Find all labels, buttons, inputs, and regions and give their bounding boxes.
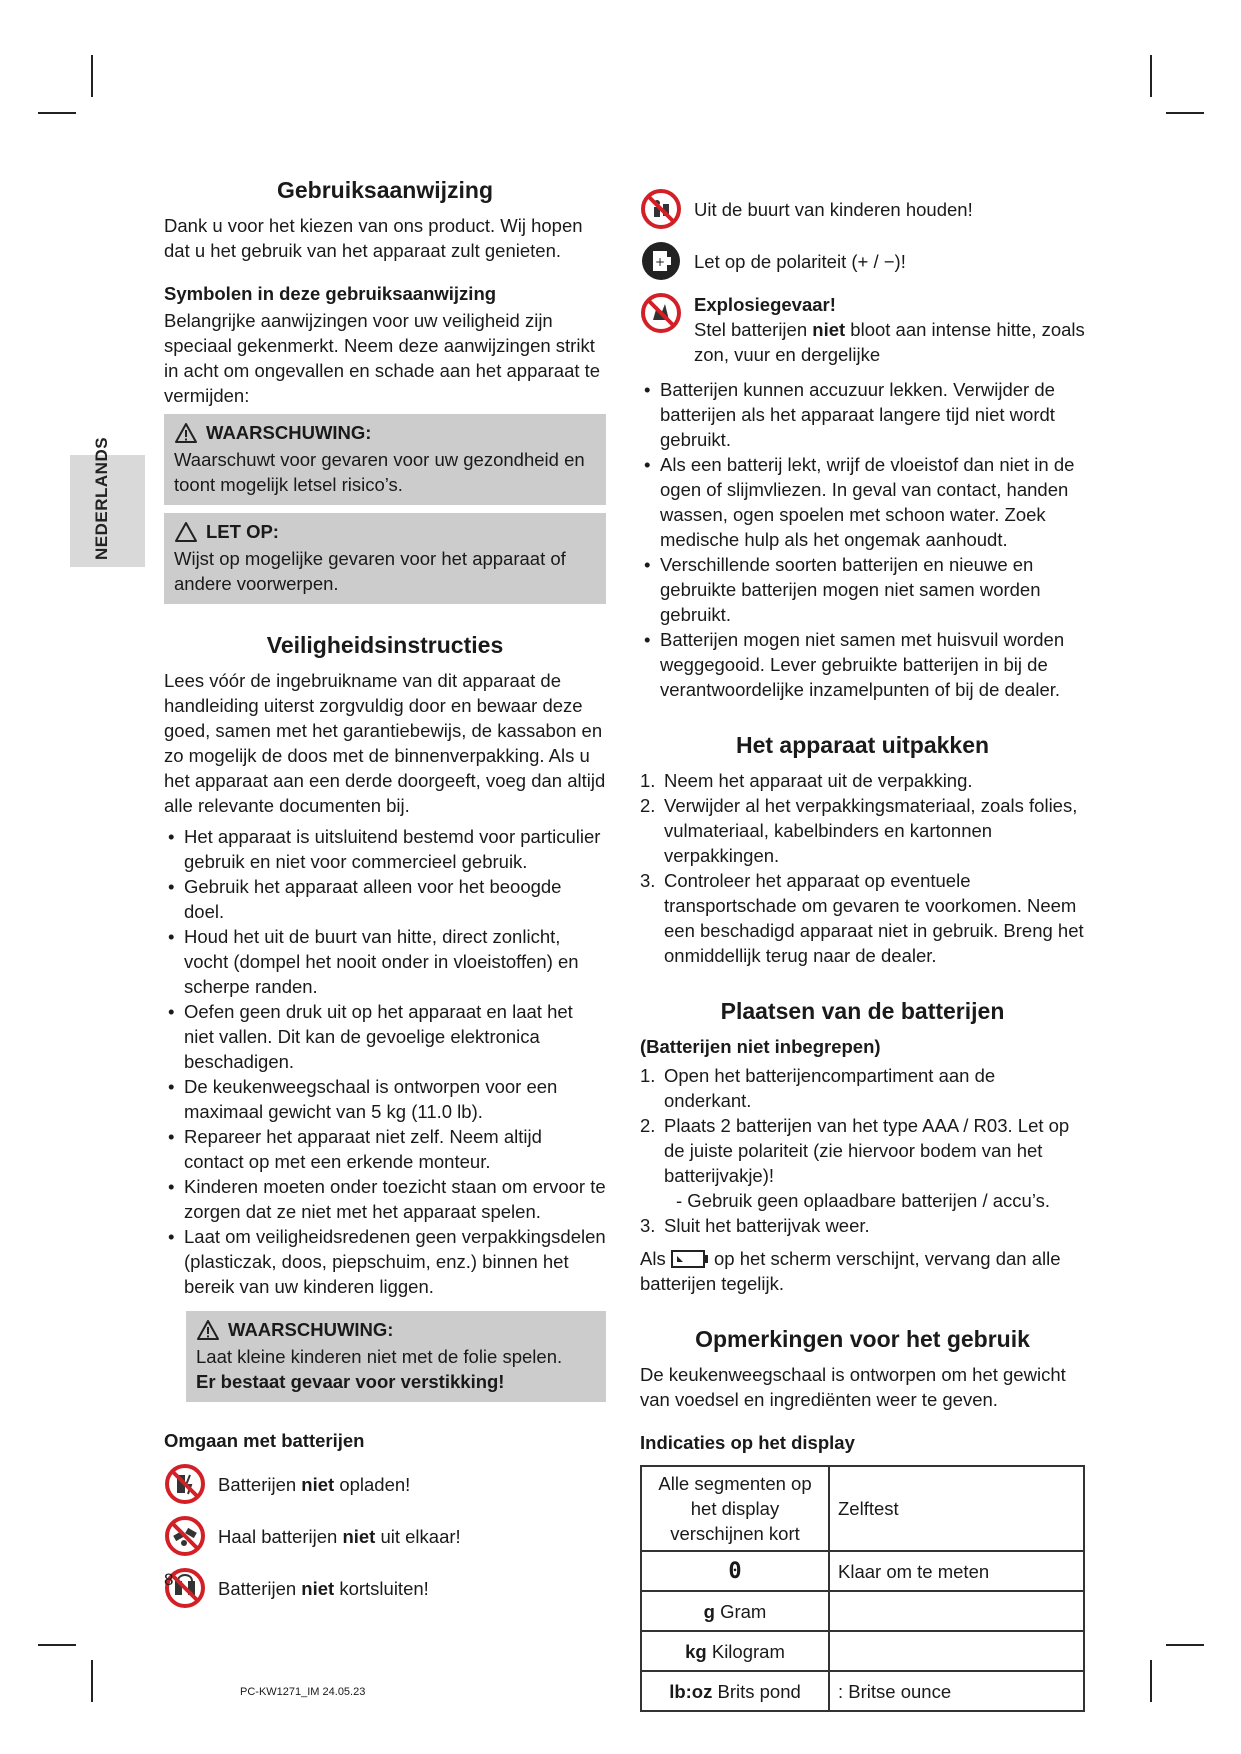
- list-text: Sluit het batterijvak weer.: [664, 1215, 870, 1236]
- explosion-symbol: [640, 292, 1085, 367]
- crop-mark: [91, 55, 93, 97]
- symbol-text-pre: Batterijen: [218, 1577, 302, 1599]
- symbol-text-post: uit elkaar!: [375, 1525, 461, 1547]
- list-item: • Repareer het apparaat niet zelf. Neem altijd contact op met een erkende monteur.: [164, 1124, 606, 1174]
- language-side-tab: [70, 436, 145, 567]
- polarity-icon: [640, 240, 682, 282]
- keep-from-children-icon: [640, 188, 682, 230]
- unpack-title: Het apparaat uitpakken: [735, 732, 990, 758]
- list-item: • Gebruik het apparaat alleen voor het beoogde doel.: [164, 874, 606, 924]
- list-item: [640, 793, 1085, 868]
- symbol-text: Uit de buurt van kinderen houden!: [694, 198, 973, 220]
- left-column: [164, 175, 606, 1619]
- polarity-symbol: [640, 240, 1085, 282]
- no-charging-icon: [164, 1463, 206, 1505]
- unit-name: Kilogram: [706, 1640, 785, 1662]
- list-item: • De keukenweegschaal is ontworpen voor een maximaal gewicht van 5 kg (11.0 lb).: [164, 1074, 606, 1124]
- symbols-heading: Symbolen in deze gebruiksaanwijzing: [164, 283, 497, 304]
- low-battery-icon: [671, 1250, 709, 1268]
- unit-symbol: lb:oz: [669, 1680, 713, 1702]
- crop-mark: [91, 1660, 93, 1702]
- table-row: [641, 1631, 1084, 1671]
- list-item: [640, 868, 1085, 968]
- no-short-circuit-symbol: [164, 1567, 606, 1609]
- safety-intro: Lees vóór de ingebruikname van dit apparaat de handleiding uiterst zorgvuldig door en bewaar deze goed, samen met het garantiebewijs, de kassabon en zo mogelijk de doos met de binnenverpakking. Als u het apparaat aan een derde doorgeeft, voeg dan altijd alle relevante documenten bij.: [164, 670, 606, 816]
- list-number: 3.: [640, 1215, 656, 1236]
- list-item: • Verschillende soorten batterijen en nieuwe en gebruikte batterijen mogen niet samen worden gebruikt.: [640, 552, 1085, 627]
- safety-list: [164, 824, 606, 1299]
- list-text: Open het batterijencompartiment aan de onderkant.: [664, 1065, 996, 1111]
- warning-triangle-icon: [196, 1319, 220, 1341]
- warning-triangle-icon: [174, 422, 198, 444]
- no-disassemble-symbol: [164, 1515, 606, 1557]
- page-number: 8: [164, 1570, 174, 1589]
- list-item: • Batterijen kunnen accuzuur lekken. Verwijder de batterijen als het apparaat langere tijd niet wordt gebruikt.: [640, 377, 1085, 452]
- caution-title: LET OP:: [206, 521, 279, 542]
- table-cell: Alle segmenten op het display verschijnen kort: [641, 1466, 829, 1551]
- battery-place-title: Plaatsen van de batterijen: [720, 998, 1005, 1024]
- list-number: 2.: [640, 795, 656, 816]
- explosion-title: Explosiegevaar!: [694, 294, 836, 315]
- list-number: 2.: [640, 1115, 656, 1136]
- display-heading: Indicaties op het display: [640, 1432, 855, 1453]
- list-text: Verwijder al het verpakkingsmateriaal, zoals folies, vulmateriaal, kabelbinders en kartonnen verpakkingen.: [664, 795, 1078, 866]
- table-cell: [641, 1631, 829, 1671]
- battery-low-text: [640, 1246, 1085, 1296]
- symbol-text-post: bloot aan intense hitte, zoals zon, vuur en dergelijke: [694, 319, 1085, 365]
- warning-text: Laat kleine kinderen niet met de folie spelen.: [196, 1346, 563, 1367]
- warning-text: Waarschuwt voor gevaren voor uw gezondheid en toont mogelijk letsel risico’s.: [174, 449, 585, 495]
- crop-mark: [1166, 1644, 1204, 1646]
- suffocation-warning-box: [186, 1311, 606, 1402]
- table-row: [641, 1466, 1084, 1551]
- display-indications-table: [640, 1465, 1085, 1712]
- symbol-text-post: opladen!: [334, 1473, 411, 1495]
- symbol-text-bold: niet: [342, 1525, 376, 1547]
- symbol-text-bold: niet: [301, 1577, 335, 1599]
- list-number: 1.: [640, 770, 656, 791]
- battery-place-list: [640, 1063, 1085, 1238]
- battery-place-subtitle: (Batterijen niet inbegrepen): [640, 1036, 881, 1057]
- warning-title: WAARSCHUWING:: [228, 1319, 394, 1340]
- table-row: [641, 1551, 1084, 1591]
- caution-box: [164, 513, 606, 604]
- list-item: [640, 1188, 1085, 1213]
- table-cell: [641, 1591, 829, 1631]
- table-cell: [641, 1671, 829, 1711]
- language-label: NEDERLANDS: [92, 436, 111, 560]
- svg-text:+: +: [655, 255, 666, 269]
- symbol-text-bold: niet: [812, 319, 846, 340]
- footer-code: PC-KW1271_IM 24.05.23: [240, 1686, 366, 1698]
- unit-symbol: g: [703, 1600, 715, 1622]
- unpack-list: [640, 768, 1085, 968]
- list-item: • Laat om veiligheidsredenen geen verpakkingsdelen (plasticzak, doos, piepschuim, enz.) binnen het bereik van uw kinderen liggen.: [164, 1224, 606, 1299]
- warning-box: [164, 414, 606, 505]
- symbol-text-post: kortsluiten!: [334, 1577, 429, 1599]
- battery-safety-list: [640, 377, 1085, 702]
- crop-mark: [1150, 1660, 1152, 1702]
- warning-bold-text: Er bestaat gevaar voor verstikking!: [196, 1371, 505, 1392]
- warning-title: WAARSCHUWING:: [206, 422, 372, 443]
- unit-name: Brits pond: [712, 1680, 801, 1702]
- battery-heading: Omgaan met batterijen: [164, 1430, 365, 1451]
- table-cell: Zelftest: [829, 1466, 1084, 1551]
- list-item: [640, 1213, 1085, 1238]
- no-charging-symbol: [164, 1463, 606, 1505]
- table-cell: [829, 1591, 1084, 1631]
- unit-name: Gram: [714, 1600, 767, 1622]
- usage-text: De keukenweegschaal is ontworpen om het gewicht van voedsel en ingrediënten weer te geven.: [640, 1364, 1066, 1410]
- warning-triangle-icon: [174, 521, 198, 543]
- list-item: • Kinderen moeten onder toezicht staan om ervoor te zorgen dat ze niet met het apparaat spelen.: [164, 1174, 606, 1224]
- manual-title: Gebruiksaanwijzing: [277, 177, 493, 203]
- table-row: [641, 1671, 1084, 1711]
- battery-low-post: op het scherm verschijnt, vervang dan alle batterijen tegelijk.: [640, 1248, 1061, 1294]
- list-item: [640, 768, 1085, 793]
- zero-digit-symbol: 0: [728, 1558, 742, 1584]
- keep-from-children-symbol: [640, 188, 1085, 230]
- explosion-hazard-icon: [640, 292, 682, 334]
- symbol-text-bold: niet: [301, 1473, 335, 1495]
- symbol-text: Let op de polariteit (+ / −)!: [694, 250, 906, 272]
- list-text: - Gebruik geen oplaadbare batterijen / accu’s.: [676, 1190, 1051, 1211]
- right-column: [640, 188, 1085, 1712]
- list-item: • Houd het uit de buurt van hitte, direct zonlicht, vocht (dompel het nooit onder in vloeistoffen) en scherpe randen.: [164, 924, 606, 999]
- table-cell: : Britse ounce: [829, 1671, 1084, 1711]
- safety-title: Veiligheidsinstructies: [266, 632, 504, 658]
- symbol-text-pre: Stel batterijen: [694, 319, 813, 340]
- list-number: 1.: [640, 1065, 656, 1086]
- caution-text: Wijst op mogelijke gevaren voor het apparaat of andere voorwerpen.: [174, 548, 566, 594]
- list-item: [640, 1063, 1085, 1113]
- crop-mark: [1166, 112, 1204, 114]
- unit-symbol: kg: [685, 1640, 707, 1662]
- list-item: • Als een batterij lekt, wrijf de vloeistof dan niet in de ogen of slijmvliezen. In geval van contact, handen wassen, ogen spoelen met schoon water. Zoek medische hulp als het ongemak aanhoudt.: [640, 452, 1085, 552]
- table-cell: [641, 1551, 829, 1591]
- list-item: • Batterijen mogen niet samen met huisvuil worden weggegooid. Lever gebruikte batterijen in bij de verantwoordelijke inzamelpunten of bij de dealer.: [640, 627, 1085, 702]
- crop-mark: [38, 1644, 76, 1646]
- list-item: • Oefen geen druk uit op het apparaat en laat het niet vallen. Dit kan de gevoelige elektronica beschadigen.: [164, 999, 606, 1074]
- usage-title: Opmerkingen voor het gebruik: [695, 1326, 1030, 1352]
- table-cell: [829, 1631, 1084, 1671]
- symbol-text-pre: Batterijen: [218, 1473, 302, 1495]
- no-disassemble-icon: [164, 1515, 206, 1557]
- symbol-text-pre: Haal batterijen: [218, 1525, 343, 1547]
- list-text: Controleer het apparaat op eventuele transportschade om gevaren te voorkomen. Neem een beschadigd apparaat niet in gebruik. Breng het onmiddellijk terug naar de dealer.: [664, 870, 1084, 966]
- list-number: 3.: [640, 870, 656, 891]
- symbols-text: Belangrijke aanwijzingen voor uw veiligheid zijn speciaal gekenmerkt. Neem deze aanwijzingen strikt in acht om ongevallen en schade aan het apparaat te vermijden:: [164, 310, 601, 406]
- list-text: Neem het apparaat uit de verpakking.: [664, 770, 973, 791]
- battery-low-pre: Als: [640, 1248, 671, 1269]
- table-cell: Klaar om te meten: [829, 1551, 1084, 1591]
- list-item: • Het apparaat is uitsluitend bestemd voor particulier gebruik en niet voor commercieel gebruik.: [164, 824, 606, 874]
- crop-mark: [38, 112, 76, 114]
- crop-mark: [1150, 55, 1152, 97]
- list-text: Plaats 2 batterijen van het type AAA / R03. Let op de juiste polariteit (zie hiervoor bodem van het batterijvakje)!: [664, 1115, 1070, 1186]
- list-item: [640, 1113, 1085, 1188]
- table-row: [641, 1591, 1084, 1631]
- intro-text: Dank u voor het kiezen van ons product. Wij hopen dat u het gebruik van het apparaat zult genieten.: [164, 215, 583, 261]
